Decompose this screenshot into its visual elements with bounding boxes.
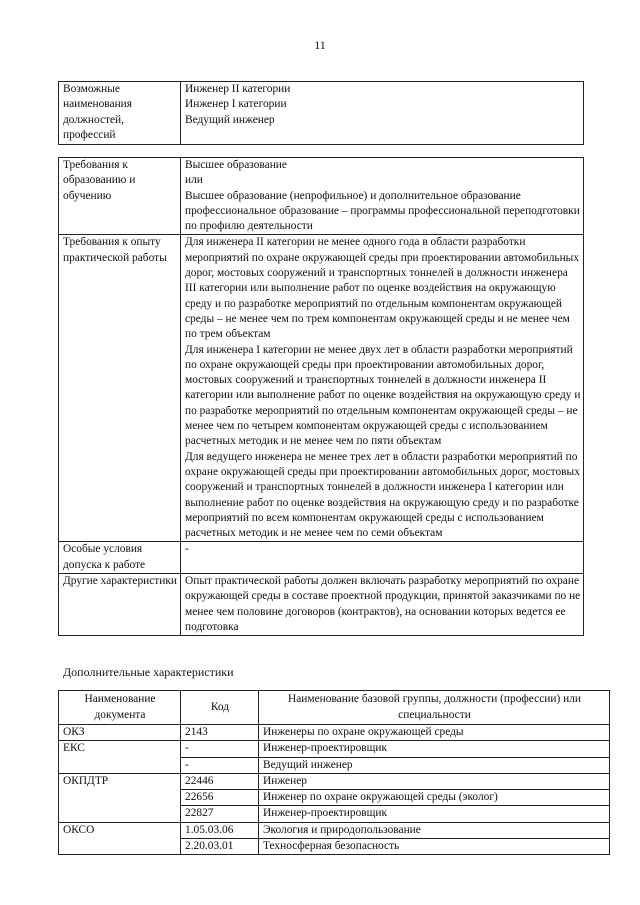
cell-code: 2.20.03.01 (181, 839, 259, 855)
cell-name: Экология и природопользование (259, 822, 610, 838)
education-line: Высшее образование (непрофильное) и дополнительное образование профессиональное образование – программы профессиональной переподготовки по профилю деятельности (185, 189, 580, 233)
additional-table (58, 690, 610, 855)
table-row (59, 741, 610, 757)
table-row (59, 574, 584, 636)
experience-label: Требования к опыту практической работы (59, 235, 181, 542)
additional-title: Дополнительные характеристики (63, 665, 234, 679)
other-value: Опыт практической работы должен включать разработку мероприятий по охране окружающей среды в составе проектной продукции, принятой заказчиками по не менее чем половине договоров (контрактов), на основании которых ведется ее подготовка (181, 574, 584, 636)
experience-paragraph: Для инженера II категории не менее одного года в области разработки мероприятий по охране окружающей среды при проектировании автомобильных дорог, мостовых сооружений и транспортных тоннелей в должности инженера III категории или выполнение работ по оценке воздействия на окружающую среду и по разработке мероприятий по отдельным компонентам окружающей среды – не менее чем по трем компонентам окружающей среды и не менее чем по трем объектам (185, 236, 580, 341)
cell-name: Техносферная безопасность (259, 839, 610, 855)
education-values (181, 158, 584, 235)
cell-code: - (181, 757, 259, 773)
page-number: 11 (314, 38, 326, 52)
requirements-table (58, 157, 584, 636)
cell-name: Ведущий инженер (259, 757, 610, 773)
table-row (59, 235, 584, 542)
table-row (59, 773, 610, 789)
cell-name: Инженеры по охране окружающей среды (259, 725, 610, 741)
cell-code: 1.05.03.06 (181, 822, 259, 838)
cell-name: Инженер-проектировщик (259, 806, 610, 822)
header-code: Код (181, 691, 259, 725)
positions-values (181, 82, 584, 145)
cell-name: Инженер (259, 773, 610, 789)
education-line: Высшее образование (185, 159, 287, 171)
cell-name: Инженер-проектировщик (259, 741, 610, 757)
table-row (59, 822, 610, 838)
position-item: Инженер I категории (185, 98, 287, 111)
cell-name: Инженер по охране окружающей среды (эколог) (259, 790, 610, 806)
cell-code: 22827 (181, 806, 259, 822)
positions-label: Возможные наименования должностей, профессий (59, 82, 181, 145)
cell-code: - (181, 741, 259, 757)
special-label: Особые условия допуска к работе (59, 542, 181, 574)
cell-doc: ЕКС (59, 741, 181, 774)
table-row (59, 82, 584, 145)
education-label: Требования к образованию и обучению (59, 158, 181, 235)
header-name: Наименование базовой группы, должности (профессии) или специальности (259, 691, 610, 725)
header-document: Наименование документа (59, 691, 181, 725)
table-header-row (59, 691, 610, 725)
cell-doc: ОКСО (59, 822, 181, 855)
cell-doc: ОКЗ (59, 725, 181, 741)
positions-table (58, 81, 584, 145)
cell-code: 22446 (181, 773, 259, 789)
position-item: Ведущий инженер (185, 113, 275, 126)
position-item: Инженер II категории (185, 83, 291, 95)
table-row (59, 158, 584, 235)
cell-doc: ОКПДТР (59, 773, 181, 822)
experience-paragraph: Для инженера I категории не менее двух лет в области разработки мероприятий по охране окружающей среды при проектировании автомобильных дорог, мостовых сооружений и транспортных тоннелей в должности инженера II категории или выполнение работ по оценке воздействия на окружающую среду и по разработке мероприятий по отдельным компонентам окружающей среды – не менее чем по четырем компонентам окружающей среды с использованием расчетных методик и не менее чем по пяти объектам (185, 343, 581, 448)
experience-paragraph: Для ведущего инженера не менее трех лет в области разработки мероприятий по охране окружающей среды при проектировании автомобильных дорог, мостовых сооружений и транспортных тоннелей в должности инженера I категории или выполнение работ по оценке воздействия на окружающую среду и по разработке мероприятий по всем компонентам окружающей среды с использованием расчетных методик и не менее чем по семи объектам (185, 450, 580, 540)
table-row (59, 542, 584, 574)
table-row (59, 725, 610, 741)
experience-values (181, 235, 584, 542)
cell-code: 22656 (181, 790, 259, 806)
special-value: - (181, 542, 584, 574)
other-label: Другие характеристики (59, 574, 181, 636)
cell-code: 2143 (181, 725, 259, 741)
education-line: или (185, 174, 203, 187)
